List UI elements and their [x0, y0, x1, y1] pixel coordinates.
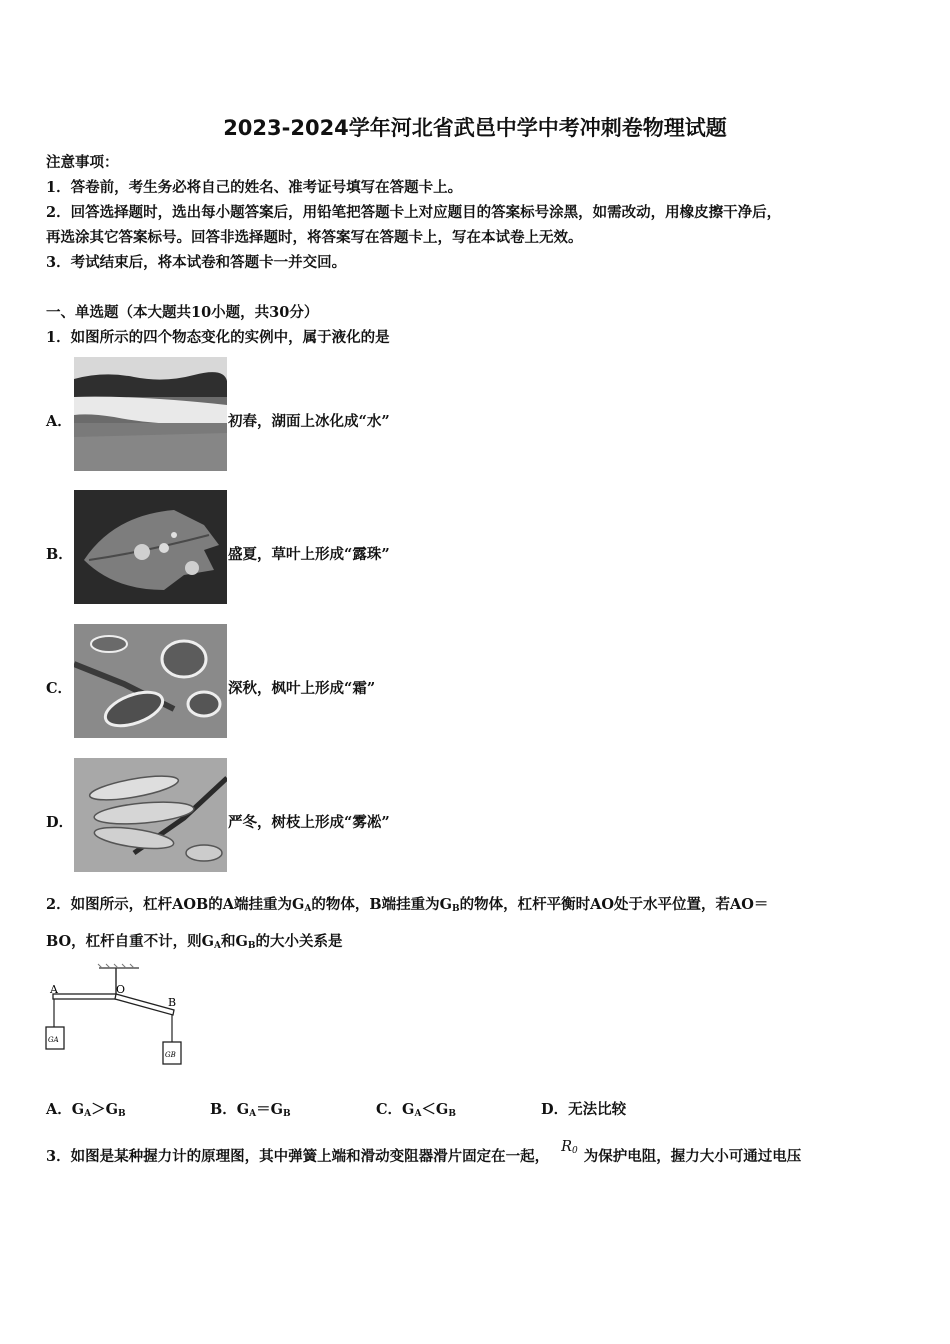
frost-leaf-photo-icon — [74, 624, 227, 738]
dew-leaf-photo-icon — [74, 490, 227, 604]
r0-symbol — [561, 1139, 578, 1155]
subscript: A — [214, 941, 222, 951]
notice-item: 1．答卷前，考生务必将自己的姓名、准考证号填写在答题卡上。 — [46, 179, 463, 196]
option-b-letter: B． — [46, 546, 73, 563]
question-1-stem: 1．如图所示的四个物态变化的实例中，属于液化的是 — [46, 329, 390, 346]
option-c-text: 深秋，枫叶上形成“霜” — [228, 680, 376, 697]
option-letter: B． — [210, 1101, 237, 1118]
subscript: B — [283, 1109, 291, 1119]
question-2-stem-line2 — [46, 932, 343, 956]
lake-photo-icon — [74, 357, 227, 471]
q2-option-c — [376, 1100, 456, 1124]
subscript: A — [304, 904, 312, 914]
stem-text: 为保护电阻，握力大小可通过电压 — [583, 1148, 802, 1165]
stem-text: 的物体，B端挂重为G — [311, 896, 452, 913]
q2-option-b — [210, 1100, 291, 1124]
stem-text: 2．如图所示，杠杆AOB的A端挂重为G — [46, 896, 305, 913]
section-heading: 一、单选题（本大题共10小题，共30分） — [46, 304, 319, 321]
label-o: O — [116, 983, 126, 996]
r-symbol: R — [561, 1139, 573, 1155]
option-letter: C． — [376, 1101, 403, 1118]
option-text: ＞G — [91, 1101, 119, 1118]
label-a: A — [50, 983, 58, 996]
box-b-label: GB — [165, 1051, 176, 1059]
option-text: G — [236, 1101, 250, 1118]
stem-text: 3．如图是某种握力计的原理图，其中弹簧上端和滑动变阻器滑片固定在一起， — [46, 1148, 550, 1165]
question-3-stem — [46, 1139, 802, 1171]
label-b: B — [168, 996, 177, 1009]
option-text: G — [402, 1101, 415, 1118]
stem-text: 和G — [221, 933, 248, 950]
notice-item: 2．回答选择题时，选出每小题答案后，用铅笔把答题卡上对应题目的答案标号涂黑，如需改动，用橡皮擦干净后， — [46, 204, 782, 221]
option-text: ＜G — [421, 1101, 449, 1118]
notice-heading: 注意事项： — [46, 154, 119, 171]
option-text: ＝G — [256, 1101, 284, 1118]
stem-text: BO，杠杆自重不计，则G — [46, 933, 215, 950]
option-d-text: 严冬，树枝上形成“雾凇” — [228, 814, 390, 831]
q2-option-a — [46, 1100, 126, 1124]
r-subscript: 0 — [572, 1146, 578, 1156]
option-a-text: 初春，湖面上冰化成“水” — [228, 413, 390, 430]
notice-item: 3．考试结束后，将本试卷和答题卡一并交回。 — [46, 254, 347, 271]
option-letter: D． — [541, 1101, 569, 1118]
option-c-letter: C． — [46, 680, 73, 697]
box-a-label: GA — [48, 1036, 59, 1044]
subscript: A — [249, 1109, 257, 1119]
option-letter: A． — [46, 1101, 72, 1118]
stem-text: 的物体，杠杆平衡时AO处于水平位置，若AO＝ — [459, 896, 769, 913]
lever-diagram — [44, 962, 184, 1067]
subscript: B — [247, 941, 256, 951]
option-d-letter: D． — [46, 814, 74, 831]
rime-branch-photo-icon — [74, 758, 227, 872]
stem-text: 的大小关系是 — [255, 933, 343, 950]
subscript: B — [448, 1109, 456, 1119]
option-b-text: 盛夏，草叶上形成“露珠” — [228, 546, 390, 563]
subscript: B — [118, 1109, 126, 1119]
notice-item: 再选涂其它答案标号。回答非选择题时，将答案写在答题卡上，写在本试卷上无效。 — [46, 229, 583, 246]
option-a-letter: A． — [46, 413, 72, 430]
subscript: B — [451, 904, 460, 914]
question-2-stem-line1 — [46, 895, 768, 919]
subscript: A — [84, 1109, 92, 1119]
option-text: G — [71, 1101, 85, 1118]
page-title: 2023-2024学年河北省武邑中学中考冲刺卷物理试题 — [223, 116, 727, 140]
q2-option-d — [541, 1100, 626, 1120]
subscript: A — [414, 1109, 422, 1119]
option-text: 无法比较 — [568, 1101, 627, 1118]
